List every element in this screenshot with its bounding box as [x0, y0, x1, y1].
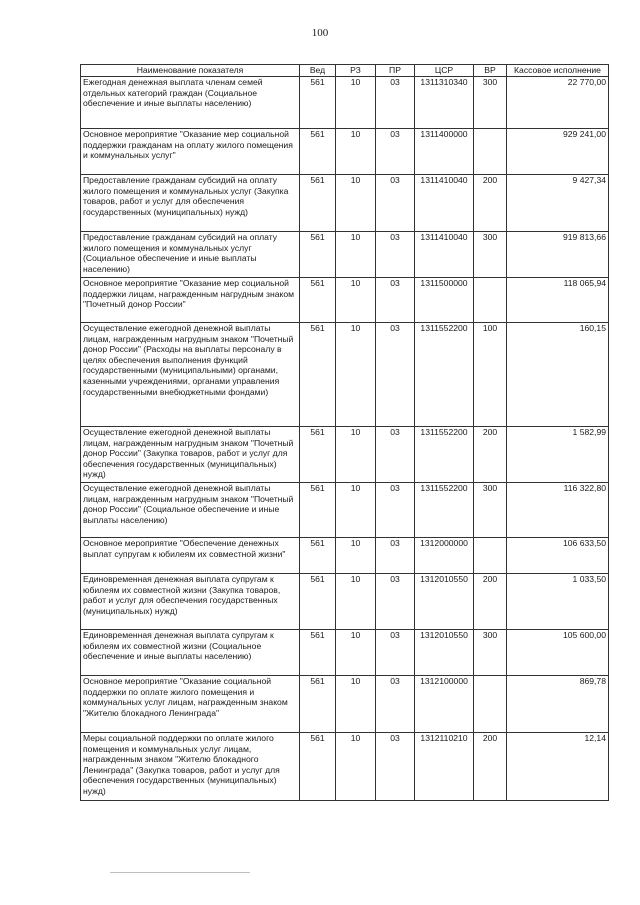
cell-name: Основное мероприятие "Оказание мер социальной поддержки лицам, награжденным нагрудным знаком "Почетный донор России" [81, 278, 300, 323]
cell-pr: 03 [376, 232, 415, 278]
cell-ved: 561 [300, 574, 336, 630]
cell-rz: 10 [336, 574, 376, 630]
table-row [81, 676, 609, 733]
cell-csr: 1312010550 [415, 574, 474, 630]
cell-rz: 10 [336, 733, 376, 801]
cell-rz: 10 [336, 427, 376, 483]
cell-name: Меры социальной поддержки по оплате жилого помещения и коммунальных услуг лицам, награжденным знаком "Жителю блокадного Ленинграда" (Закупка товаров, работ и услуг для обеспечения государственных (муниципальных) нужд) [81, 733, 300, 801]
cell-csr: 1311410040 [415, 175, 474, 232]
cell-amount: 160,15 [507, 323, 609, 427]
cell-amount: 929 241,00 [507, 129, 609, 175]
cell-amount: 12,14 [507, 733, 609, 801]
cell-amount: 9 427,34 [507, 175, 609, 232]
cell-pr: 03 [376, 733, 415, 801]
cell-csr: 1311400000 [415, 129, 474, 175]
cell-ved: 561 [300, 323, 336, 427]
cell-vr [474, 278, 507, 323]
cell-name: Ежегодная денежная выплата членам семей отдельных категорий граждан (Социальное обеспечение и иные выплаты населению) [81, 77, 300, 129]
cell-rz: 10 [336, 323, 376, 427]
cell-amount: 919 813,66 [507, 232, 609, 278]
header-pr: ПР [376, 65, 415, 77]
table-row [81, 175, 609, 232]
header-name: Наименование показателя [81, 65, 300, 77]
cell-pr: 03 [376, 129, 415, 175]
cell-pr: 03 [376, 483, 415, 538]
cell-vr: 300 [474, 232, 507, 278]
cell-ved: 561 [300, 77, 336, 129]
cell-pr: 03 [376, 574, 415, 630]
cell-pr: 03 [376, 77, 415, 129]
cell-vr [474, 129, 507, 175]
cell-vr: 300 [474, 77, 507, 129]
cell-name: Единовременная денежная выплата супругам к юбилеям их совместной жизни (Закупка товаров, работ и услуг для обеспечения государственных (муниципальных) нужд) [81, 574, 300, 630]
cell-vr [474, 538, 507, 574]
cell-ved: 561 [300, 278, 336, 323]
table-row [81, 232, 609, 278]
cell-pr: 03 [376, 278, 415, 323]
cell-amount: 22 770,00 [507, 77, 609, 129]
cell-name: Основное мероприятие "Оказание социальной поддержки по оплате жилого помещения и коммунальных услуг лицам, награжденным знаком "Жителю блокадного Ленинграда" [81, 676, 300, 733]
cell-name: Осуществление ежегодной денежной выплаты лицам, награжденным нагрудным знаком "Почетный донор России" (Расходы на выплаты персоналу в целях обеспечения выполнения функций государственными (муниципальными) органами, казенными учреждениями, органами управления государственными внебюджетными фондами) [81, 323, 300, 427]
cell-vr: 100 [474, 323, 507, 427]
cell-name: Основное мероприятие "Оказание мер социальной поддержки гражданам на оплату жилого помещения и коммунальных услуг" [81, 129, 300, 175]
cell-vr: 200 [474, 733, 507, 801]
cell-amount: 1 033,50 [507, 574, 609, 630]
table-row [81, 574, 609, 630]
cell-csr: 1311410040 [415, 232, 474, 278]
cell-rz: 10 [336, 630, 376, 676]
cell-name: Предоставление гражданам субсидий на оплату жилого помещения и коммунальных услуг (Закупка товаров, работ и услуг для обеспечения государственных (муниципальных) нужд) [81, 175, 300, 232]
table-row [81, 278, 609, 323]
cell-vr: 200 [474, 175, 507, 232]
cell-csr: 1312010550 [415, 630, 474, 676]
cell-name: Основное мероприятие "Обеспечение денежных выплат супругам к юбилеям их совместной жизни" [81, 538, 300, 574]
table-row [81, 733, 609, 801]
cell-pr: 03 [376, 323, 415, 427]
cell-rz: 10 [336, 538, 376, 574]
cell-rz: 10 [336, 77, 376, 129]
cell-vr [474, 676, 507, 733]
cell-csr: 1311310340 [415, 77, 474, 129]
cell-ved: 561 [300, 483, 336, 538]
cell-amount: 105 600,00 [507, 630, 609, 676]
cell-name: Предоставление гражданам субсидий на оплату жилого помещения и коммунальных услуг (Социальное обеспечение и иные выплаты населению) [81, 232, 300, 278]
header-vr: ВР [474, 65, 507, 77]
table-row [81, 483, 609, 538]
cell-ved: 561 [300, 630, 336, 676]
table-row [81, 538, 609, 574]
cell-csr: 1311500000 [415, 278, 474, 323]
table-row [81, 427, 609, 483]
cell-rz: 10 [336, 129, 376, 175]
table-row [81, 77, 609, 129]
cell-pr: 03 [376, 427, 415, 483]
cell-amount: 106 633,50 [507, 538, 609, 574]
header-rz: РЗ [336, 65, 376, 77]
cell-amount: 118 065,94 [507, 278, 609, 323]
cell-ved: 561 [300, 129, 336, 175]
header-amount: Кассовое исполнение [507, 65, 609, 77]
page-number: 100 [311, 27, 329, 39]
cell-csr: 1311552200 [415, 483, 474, 538]
table-header-row [81, 65, 609, 77]
cell-amount: 116 322,80 [507, 483, 609, 538]
cell-csr: 1311552200 [415, 427, 474, 483]
cell-rz: 10 [336, 232, 376, 278]
cell-pr: 03 [376, 175, 415, 232]
table-row [81, 323, 609, 427]
cell-ved: 561 [300, 427, 336, 483]
cell-ved: 561 [300, 676, 336, 733]
cell-ved: 561 [300, 733, 336, 801]
cell-rz: 10 [336, 175, 376, 232]
cell-rz: 10 [336, 483, 376, 538]
cell-amount: 869,78 [507, 676, 609, 733]
header-ved: Вед [300, 65, 336, 77]
cell-pr: 03 [376, 538, 415, 574]
cell-name: Осуществление ежегодной денежной выплаты лицам, награжденным нагрудным знаком "Почетный донор России" (Социальное обеспечение и иные выплаты населению) [81, 483, 300, 538]
header-csr: ЦСР [415, 65, 474, 77]
cell-vr: 300 [474, 483, 507, 538]
cell-vr: 300 [474, 630, 507, 676]
cell-rz: 10 [336, 278, 376, 323]
budget-execution-table [80, 64, 609, 801]
cell-pr: 03 [376, 676, 415, 733]
cell-ved: 561 [300, 538, 336, 574]
cell-rz: 10 [336, 676, 376, 733]
cell-vr: 200 [474, 427, 507, 483]
cell-vr: 200 [474, 574, 507, 630]
cell-csr: 1311552200 [415, 323, 474, 427]
scan-artifact-bottom-line [110, 872, 250, 873]
cell-name: Единовременная денежная выплата супругам к юбилеям их совместной жизни (Социальное обеспечение и иные выплаты населению) [81, 630, 300, 676]
cell-ved: 561 [300, 175, 336, 232]
table-row [81, 630, 609, 676]
cell-ved: 561 [300, 232, 336, 278]
cell-csr: 1312110210 [415, 733, 474, 801]
cell-pr: 03 [376, 630, 415, 676]
cell-csr: 1312100000 [415, 676, 474, 733]
cell-amount: 1 582,99 [507, 427, 609, 483]
cell-name: Осуществление ежегодной денежной выплаты лицам, награжденным нагрудным знаком "Почетный донор России" (Закупка товаров, работ и услуг для обеспечения государственных (муниципальных) нужд) [81, 427, 300, 483]
table-row [81, 129, 609, 175]
cell-csr: 1312000000 [415, 538, 474, 574]
